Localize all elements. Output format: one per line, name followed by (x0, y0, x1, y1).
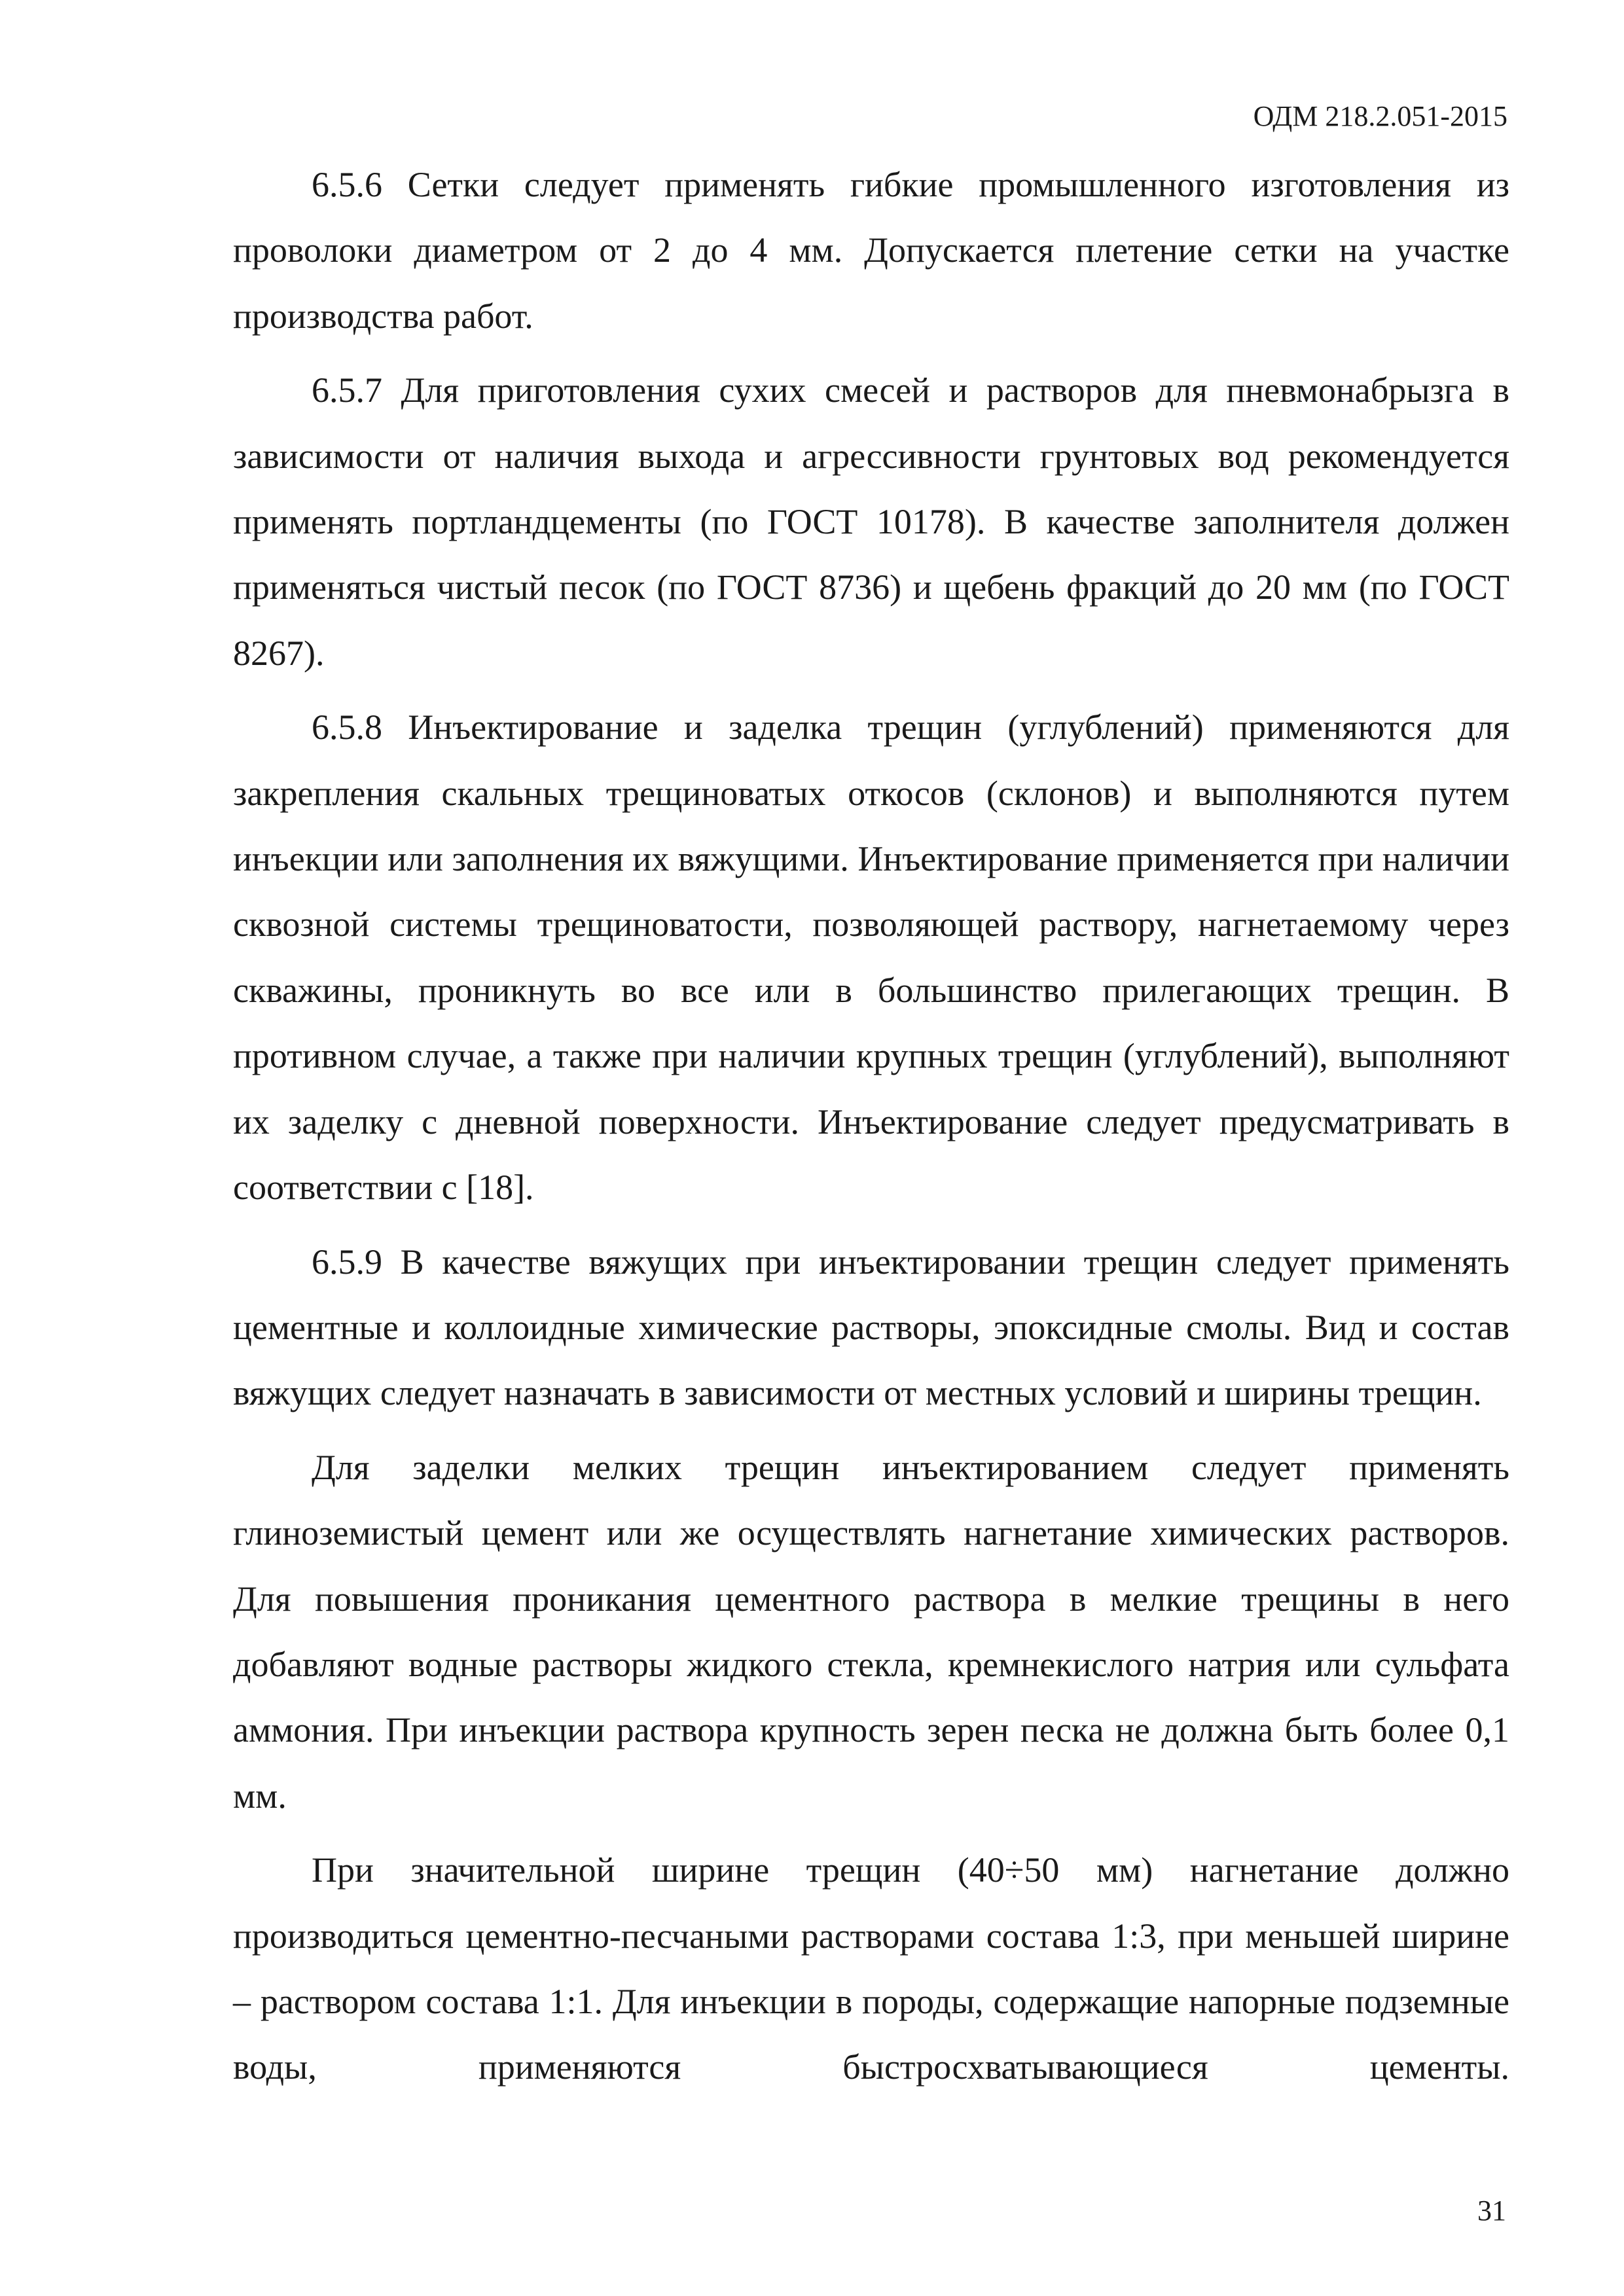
paragraph-small-cracks: Для заделки мелких трещин инъектированием следует применять глиноземистый цемент или же осуществлять нагнетание химических растворов. Для повышения проникания цементного раствора в мелкие трещины в него добавляют водные растворы жидкого стекла, кремнекислого натрия или сульфата аммония. При инъекции раствора крупность зерен песка не должна быть более 0,1 мм. (233, 1447, 1509, 1816)
page-number: 31 (1477, 2195, 1506, 2227)
body-text (233, 152, 1509, 2100)
document-code: ОДМ 218.2.051-2015 (1253, 100, 1507, 132)
paragraph-6-5-6: 6.5.6 Сетки следует применять гибкие промышленного изготовления из проволоки диаметром от 2 до 4 мм. Допускается плетение сетки на участке производства работ. (233, 165, 1509, 336)
paragraph-6-5-7: 6.5.7 Для приготовления сухих смесей и растворов для пневмонабрызга в зависимости от наличия выхода и агрессивности грунтовых вод рекомендуется применять портландцементы (по ГОСТ 10178). В качестве заполнителя должен применяться чистый песок (по ГОСТ 8736) и щебень фракций до 20 мм (по ГОСТ 8267). (233, 370, 1509, 673)
paragraph-6-5-9: 6.5.9 В качестве вяжущих при инъектировании трещин следует применять цементные и коллоидные химические растворы, эпоксидные смолы. Вид и состав вяжущих следует назначать в зависимости от местных условий и ширины трещин. (233, 1242, 1509, 1413)
paragraph-6-5-8: 6.5.8 Инъектирование и заделка трещин (углублений) применяются для закрепления скальных трещиноватых откосов (склонов) и выполняются путем инъекции или заполнения их вяжущими. Инъектирование применяется при наличии сквозной системы трещиноватости, позволяющей раствору, нагнетаемому через скважины, проникнуть во все или в большинство прилегающих трещин. В противном случае, а также при наличии крупных трещин (углублений), выполняют их заделку с дневной поверхности. Инъектирование следует предусматривать в соответствии с [18]. (233, 708, 1509, 1208)
paragraph-wide-cracks: При значительной ширине трещин (40÷50 мм) нагнетание должно производиться цементно-песчаными растворами состава 1:3, при меньшей ширине – раствором состава 1:1. Для инъекции в породы, содержащие напорные подземные воды, применяются быстросхватывающиеся цементы. (233, 1850, 1509, 2087)
